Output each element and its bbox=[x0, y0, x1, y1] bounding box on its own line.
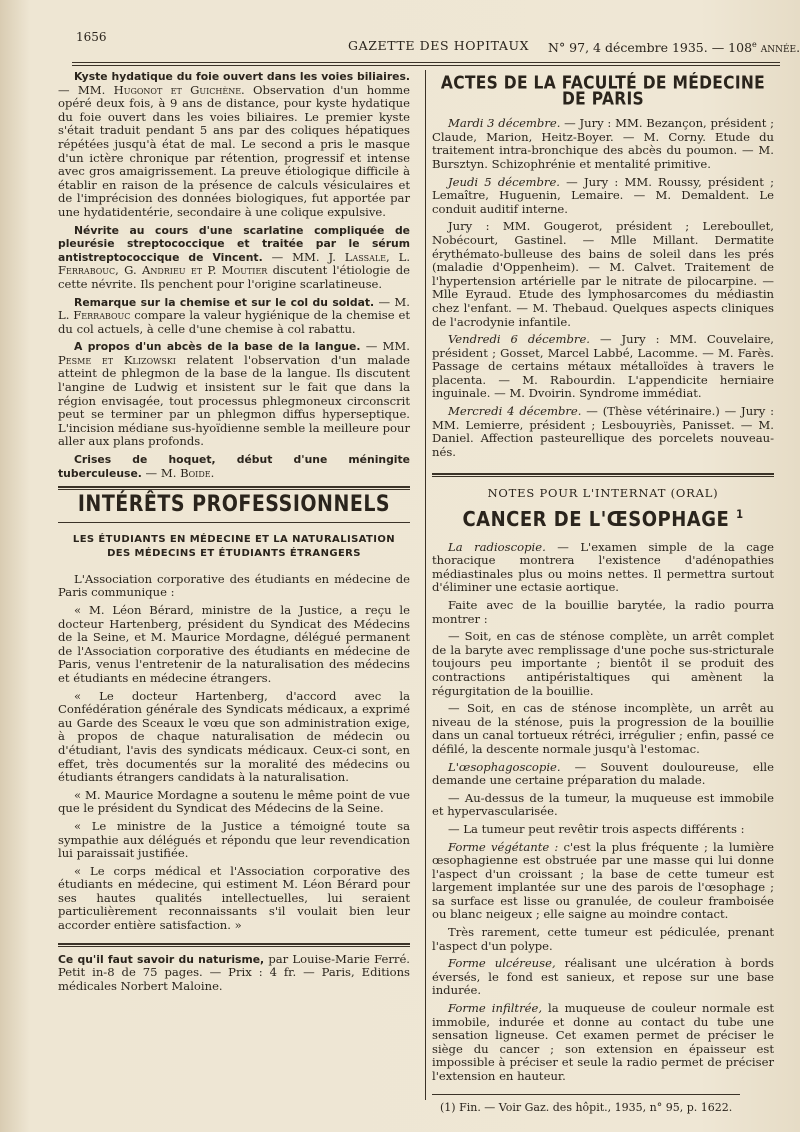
cancer-paragraph bbox=[432, 761, 774, 788]
report-item bbox=[58, 224, 410, 292]
society-reports bbox=[58, 70, 410, 480]
subsection-line-2: DES MÉDECINS ET ÉTUDIANTS ÉTRANGERS bbox=[107, 547, 361, 559]
cancer-lead: Forme végétante : bbox=[448, 839, 559, 854]
acte-entry bbox=[432, 117, 774, 171]
report-dash: — MM. bbox=[58, 82, 114, 97]
cancer-notes bbox=[432, 541, 774, 1084]
acte-entry bbox=[432, 220, 774, 329]
acte-text: — Jury : MM. Bezançon, président ; Claude, Marion, Heitz-Boyer. — M. Corny. Etude du traitement intra-bronchique des abcès du poumon. — M. Bursztyn. Schizophrénie et mentalité primitive. bbox=[432, 116, 774, 171]
subsection-title bbox=[58, 533, 410, 561]
book-title: Ce qu'il faut savoir du naturisme, bbox=[58, 952, 265, 966]
report-dash: — M. bbox=[141, 465, 181, 480]
right-column bbox=[432, 70, 774, 1114]
report-heading: Remarque sur la chemise et sur le col du soldat. bbox=[74, 295, 375, 309]
acte-entry bbox=[432, 405, 774, 459]
report-item bbox=[58, 296, 410, 337]
header-rule bbox=[72, 62, 780, 66]
cancer-paragraph bbox=[432, 702, 774, 756]
cancer-title-text: CANCER DE L'ŒSOPHAGE bbox=[462, 507, 730, 532]
cancer-text: la muqueuse de couleur normale est immobile, indurée et donne au contact du tube une sensation ligneuse. Cet examen permet de préciser le siège du cancer ; son extension en épaisseur est impossible à préciser et seule la radio permet de préciser l'extension en hauteur. bbox=[432, 1001, 774, 1083]
acte-text: — Jury : MM. Couvelaire, président ; Gosset, Marcel Labbé, Lacomme. — M. Farès. Passage de certains métaux métalloïdes à travers le placenta. — M. Rabourdin. L'appendicite herniaire inguinale. — M. Dvoirin. Syndrome immédiat. bbox=[432, 332, 774, 401]
cancer-text: c'est la plus fréquente ; la lumière œsophagienne est obstruée par une masse qui lui donne l'aspect d'un croissant ; la base de cette tumeur est largement implantée sur une des parois de l'œsophage ; sa surface est lisse ou granulée, de couleur framboisée ou blanc neigeux ; elle saigne au moindre contact. bbox=[432, 839, 774, 922]
issue-text: N° 97, 4 décembre 1935. — 108 bbox=[548, 40, 753, 56]
report-authors: J. Lassale, L. Ferrabouc, G. Andrieu et P. Moutier bbox=[58, 249, 411, 278]
section-rule bbox=[58, 486, 410, 490]
issue-sup: e bbox=[752, 40, 757, 49]
cancer-paragraph bbox=[432, 541, 774, 595]
report-item bbox=[58, 453, 410, 480]
subsection-line-1: LES ÉTUDIANTS EN MÉDECINE ET LA NATURALISATION bbox=[72, 533, 396, 545]
notes-title: NOTES POUR L'INTERNAT (ORAL) bbox=[487, 486, 719, 501]
report-item bbox=[58, 340, 410, 449]
cancer-text: — Soit, en cas de sténose complète, un arrêt complet de la baryte avec remplissage d'une poche sus-stricturale toujours peu importante ; bientôt il se produit des contractions antipéristaltiques qui amènent la régurgitation de la bouillie. bbox=[432, 629, 774, 698]
report-authors: Boide. bbox=[180, 465, 215, 480]
cancer-paragraph bbox=[432, 926, 774, 953]
communique-paragraph: « Le corps médical et l'Association corporative des étudiants en médecine, qui estiment M. Léon Bérard pour ses hautes qualités intellectuelles, lui seraient particulièrement reconnaissants s'il voulait bien leur accorder entière satisfaction. » bbox=[58, 863, 410, 933]
cancer-text: — La tumeur peut revêtir trois aspects différents : bbox=[448, 821, 745, 836]
section-title-actes: ACTES DE LA FACULTÉ DE MÉDECINE DE PARIS bbox=[440, 72, 766, 109]
cancer-paragraph bbox=[432, 792, 774, 819]
report-dash: — MM. bbox=[262, 249, 329, 264]
cancer-paragraph bbox=[432, 957, 774, 998]
issue-annee: année. bbox=[756, 40, 800, 56]
notes-rule bbox=[432, 473, 774, 477]
cancer-footnote-mark: 1 bbox=[736, 508, 744, 522]
cancer-text: — Au-dessus de la tumeur, la muqueuse est immobile et hypervascularisée. bbox=[432, 790, 774, 819]
section-rule-thin bbox=[58, 522, 410, 523]
report-item bbox=[58, 70, 410, 220]
communique-paragraph: « M. Léon Bérard, ministre de la Justice, a reçu le docteur Hartenberg, président du Syndicat des Médecins de la Seine, et M. Maurice Mordagne, délégué permanent de l'Association corporative des étudiants en médecine de Paris, venus l'entretenir de la naturalisation des médecins et étudiants en médecine étrangers. bbox=[58, 603, 410, 685]
acte-entry bbox=[432, 176, 774, 217]
report-body: relatent l'observation d'un malade atteint de phlegmon de la base de la langue. Ils discutent l'angine de Ludwig et insistent sur le fait que dans la région envisagée, tout processus phlegmoneux circonscrit peut se terminer par un phlegmon diffus hyperseptique. L'incision médiane sus-hyoïdienne semble la meilleure pour aller aux plans profonds. bbox=[58, 352, 411, 449]
journal-name: GAZETTE DES HOPITAUX bbox=[348, 38, 530, 53]
communique-paragraph: « M. Maurice Mordagne a soutenu le même point de vue que le président du Syndicat des Médecins de la Seine. bbox=[58, 787, 410, 816]
association-communique bbox=[58, 573, 410, 933]
cancer-text: — Soit, en cas de sténose incomplète, un arrêt au niveau de la sténose, puis la progression de la bouillie dans un canal tortueux rétréci, irrégulier ; enfin, passé ce défilé, la descente normale jusqu'à l'estomac. bbox=[432, 701, 774, 756]
cancer-text: réalisant une ulcération à bords éversés, le fond est sanieux, et repose sur une base indurée. bbox=[432, 956, 775, 998]
report-heading: Névrite au cours d'une scarlatine compliquée de pleurésie streptococcique et traitée par le sérum antistreptococcique de Vincent. bbox=[58, 223, 410, 264]
cancer-text: — Souvent douloureuse, elle demande une certaine préparation du malade. bbox=[432, 759, 774, 788]
book-notice bbox=[58, 953, 410, 994]
cancer-title bbox=[432, 507, 774, 532]
cancer-lead: Forme ulcéreuse, bbox=[448, 956, 556, 971]
section-title-interets: INTÉRÊTS PROFESSIONNELS bbox=[77, 491, 391, 517]
report-body: Observation d'un homme opéré deux fois, à 9 ans de distance, pour kyste hydatique du foie ouvert dans les voies biliaires. Le premier kyste s'était traduit pendant 5 ans par des coliques hépatiques répétées jusqu'à état de mal. Le second a pris le masque d'un ictère chronique par rétention, progressif et intense avec gros amaigrissement. La preuve étiologique difficile à établir en raison de la présence de calculs vésiculaires et de l'imprécision des données biologiques, fut apportée par une hydatidentérie, secondaire à une colique expulsive. bbox=[58, 82, 410, 219]
report-dash: — M. bbox=[374, 294, 410, 309]
page-number: 1656 bbox=[76, 30, 107, 44]
issue-info bbox=[548, 40, 800, 55]
book-details: par Louise-Marie Ferré. Petit in-8 de 75 pages. — Prix : 4 fr. — Paris, Editions médicales Norbert Maloine. bbox=[58, 951, 410, 993]
cancer-paragraph bbox=[432, 630, 774, 698]
report-body: compare la valeur hygiénique de la chemise et du col actuels, à celle d'une chemise à col rabattu. bbox=[58, 308, 410, 336]
report-body: discutent l'étiologie de cette névrite. Ils penchent pour l'origine scarlatineuse. bbox=[58, 263, 411, 291]
acte-day: Jeudi 5 décembre. bbox=[448, 174, 560, 189]
acte-text: — Jury : MM. Roussy, président ; Lemaître, Huguenin, Lemaire. — M. Demaldent. Le conduit auditif interne. bbox=[432, 174, 774, 216]
acte-entry bbox=[432, 333, 774, 401]
acte-text: — (Thèse vétérinaire.) — Jury : MM. Lemierre, président ; Lesbouyriès, Panisset. — M. Daniel. Affection pasteurellique des porcelets nouveau-nés. bbox=[432, 404, 774, 459]
cancer-paragraph bbox=[432, 599, 774, 626]
report-authors: Hugonot et Guichène. bbox=[113, 82, 245, 97]
communique-paragraph: « Le ministre de la Justice a témoigné toute sa sympathie aux délégués et répondu que leur revendication lui paraissait justifiée. bbox=[58, 818, 410, 861]
cancer-text: Faite avec de la bouillie barytée, la radio pourra montrer : bbox=[432, 598, 774, 626]
cancer-paragraph bbox=[432, 841, 774, 923]
report-heading: A propos d'un abcès de la base de la langue. bbox=[74, 340, 361, 354]
cancer-lead: Forme infiltrée, bbox=[448, 1001, 543, 1016]
acte-day: Mercredi 4 décembre. bbox=[448, 404, 582, 419]
page-header bbox=[72, 24, 800, 64]
report-authors: Pesme et Klizowski bbox=[58, 352, 176, 367]
cancer-paragraph bbox=[432, 1002, 774, 1084]
book-rule bbox=[58, 943, 410, 947]
column-divider bbox=[425, 70, 426, 1100]
acte-day: Mardi 3 décembre. bbox=[448, 116, 561, 131]
report-authors: L. Ferrabouc bbox=[58, 308, 131, 323]
report-dash: — MM. bbox=[360, 339, 410, 354]
acte-day: Vendredi 6 décembre. bbox=[448, 332, 590, 347]
cancer-text: — L'examen simple de la cage thoracique montrera l'existence d'adénopathies médiastinales plus ou moins nettes. Il permettra surtout d'éliminer une ectasie aortique. bbox=[432, 539, 774, 595]
report-heading: Kyste hydatique du foie ouvert dans les voies biliaires. bbox=[74, 70, 410, 83]
footnote: (1) Fin. — Voir Gaz. des hôpit., 1935, n° 95, p. 1622. bbox=[440, 1100, 733, 1114]
report-heading: Crises de hoquet, début d'une méningite tuberculeuse. bbox=[58, 453, 410, 480]
faculty-acts bbox=[432, 117, 774, 459]
footnote-rule bbox=[432, 1094, 740, 1095]
cancer-lead: La radioscopie. bbox=[448, 539, 546, 554]
cancer-text: Très rarement, cette tumeur est pédiculée, prenant l'aspect d'un polype. bbox=[432, 925, 774, 953]
communique-paragraph: « Le docteur Hartenberg, d'accord avec la Confédération générale des Syndicats médicaux, a exprimé au Garde des Sceaux le vœu que son administration exige, à propos de chaque naturalisation de médecin ou d'étudiant, l'avis des syndicats médicaux. Ceux-ci sont, en effet, très documentés sur la moralité des médecins ou étudiants étrangers candidats à la naturalisation. bbox=[58, 688, 410, 785]
cancer-lead: L'œsophagoscopie. bbox=[448, 759, 561, 774]
cancer-paragraph bbox=[432, 823, 774, 837]
communique-paragraph: L'Association corporative des étudiants en médecine de Paris communique : bbox=[58, 571, 410, 600]
left-column bbox=[58, 70, 410, 997]
acte-text: Jury : MM. Gougerot, président ; Lereboullet, Nobécourt, Gastinel. — Mlle Millant. Dermatite érythémato-bulleuse des bains de soleil dans les prés (maladie d'Oppenheim). — M. Calvet. Traitement de l'hypertension artérielle par le nitrate de pilocarpine. — Mlle Eyraud. Etude des lymphosarcomes du médiastin chez l'enfant. — M. Thebaud. Quelques aspects cliniques de l'acrodynie infantile. bbox=[432, 219, 774, 329]
